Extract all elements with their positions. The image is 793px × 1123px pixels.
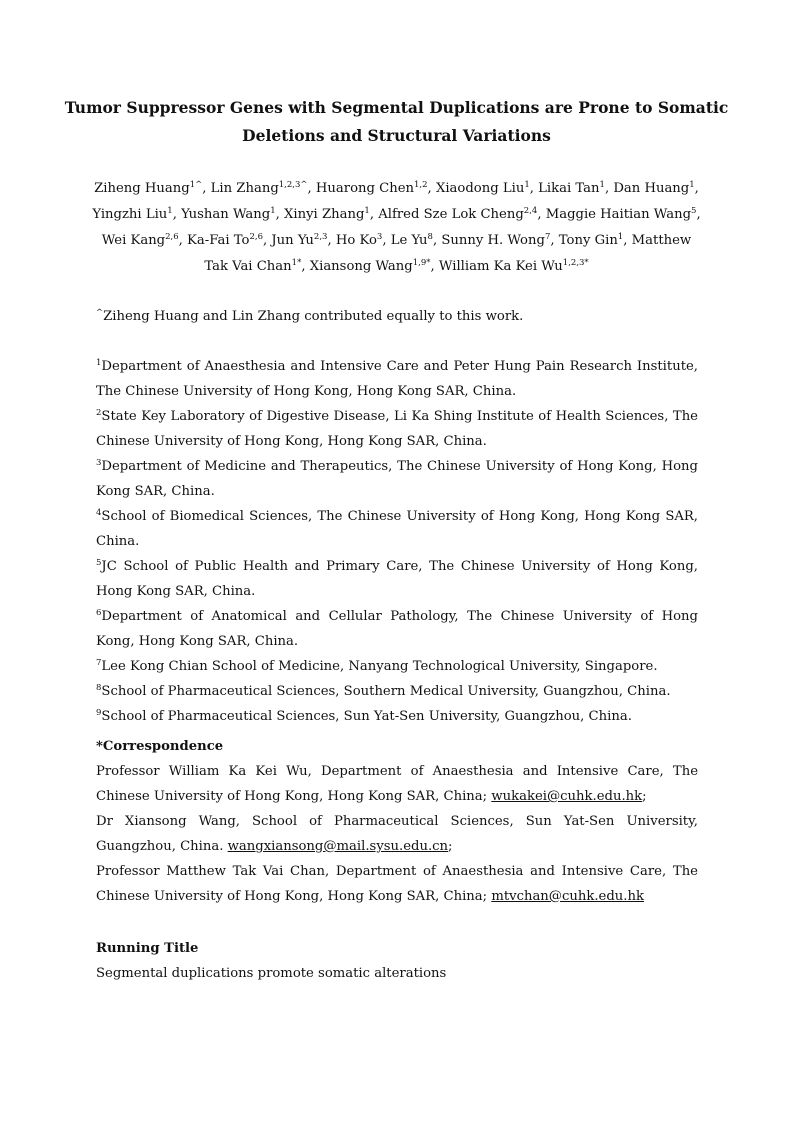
author: Dan Huang$^1$, [613, 180, 699, 196]
affiliation-item: $^2$State Key Laboratory of Digestive Disease, Li Ka Shing Institute of Health Sciences, The Chinese University of Hong Kong, Hong Kong SAR, China. [96, 408, 698, 449]
author-affiliation-mark: 1 [599, 180, 605, 190]
correspondence-entry: Dr Xiansong Wang, School of Pharmaceutical Sciences, Sun Yat-Sen University, Guangzhou, China. wangxiansong@mail.sysu.edu.cn; [96, 814, 698, 854]
author: Sunny H. Wong$^7$, [441, 232, 559, 248]
email-link[interactable]: wangxiansong@mail.sysu.edu.cn [227, 839, 449, 854]
running-title-text: Segmental duplications promote somatic alterations [96, 966, 447, 981]
equal-contribution-mark: ^ [96, 308, 104, 318]
affiliation-number: 4 [96, 508, 102, 518]
author: Matthew Tak Vai Chan$^{1*}$, [204, 233, 692, 274]
running-title-heading: Running Title [96, 941, 199, 956]
author-affiliation-mark: 1 [689, 180, 695, 190]
affiliation-item: $^1$Department of Anaesthesia and Intensive Care and Peter Hung Pain Research Institute, The Chinese University of Hong Kong, Hong Kong SAR, China. [96, 358, 698, 399]
author: Ziheng Huang$^{1\^{}}$, [94, 180, 211, 196]
affiliation-number: 9 [96, 708, 102, 718]
author: Alfred Sze Lok Cheng$^{2,4}$, [378, 206, 546, 222]
running-title-section [96, 936, 698, 986]
author: Jun Yu$^{2,3}$, [271, 232, 336, 248]
author-affiliation-mark: 1,2,3^ [278, 180, 308, 190]
author-affiliation-mark: 1,9* [412, 258, 431, 268]
email-link[interactable]: wukakei@cuhk.edu.hk [491, 789, 643, 804]
author: Xiaodong Liu$^1$, [435, 180, 539, 196]
author: Le Yu$^8$, [390, 232, 442, 248]
author: Likai Tan$^1$, [538, 180, 614, 196]
paper-title [60, 94, 733, 150]
author-affiliation-mark: 1* [291, 258, 302, 268]
author-affiliation-mark: 7 [544, 232, 551, 242]
author-affiliation-mark: 2,4 [523, 206, 538, 216]
author-affiliation-mark: 1 [524, 180, 530, 190]
affiliation-item: $^4$School of Biomedical Sciences, The Chinese University of Hong Kong, Hong Kong SAR, China. [96, 508, 698, 549]
affiliation-item: $^9$School of Pharmaceutical Sciences, Sun Yat-Sen University, Guangzhou, China. [96, 708, 632, 724]
author-affiliation-mark: 5 [691, 206, 697, 216]
author: Ka-Fai To$^{2,6}$, [187, 232, 272, 248]
affiliation-number: 7 [96, 658, 102, 668]
correspondence-entry: Professor William Ka Kei Wu, Department of Anaesthesia and Intensive Care, The Chinese University of Hong Kong, Hong Kong SAR, China; wukakei@cuhk.edu.hk; [96, 764, 698, 804]
affiliation-number: 2 [96, 408, 102, 418]
correspondence-entry: Professor Matthew Tak Vai Chan, Department of Anaesthesia and Intensive Care, The Chinese University of Hong Kong, Hong Kong SAR, China; mtvchan@cuhk.edu.hk [96, 864, 698, 904]
author-affiliation-mark: 2,6 [249, 232, 263, 242]
author-affiliation-mark: 1 [617, 232, 624, 242]
title-line-2: Deletions and Structural Variations [242, 126, 551, 145]
correspondence-heading: *Correspondence [96, 739, 224, 754]
author: Wei Kang$^{2,6}$, [101, 232, 188, 248]
author: Yingzhi Liu$^1$, [92, 206, 182, 222]
affiliation-number: 8 [96, 683, 102, 693]
author: Xinyi Zhang$^1$, [284, 206, 379, 222]
affiliation-number: 3 [96, 458, 102, 468]
author-affiliation-mark: 2,6 [165, 232, 179, 242]
affiliation-item: $^6$Department of Anatomical and Cellular Pathology, The Chinese University of Hong Kong, Hong Kong SAR, China. [96, 608, 698, 649]
affiliation-number: 1 [96, 358, 102, 368]
author: Huarong Chen$^{1,2}$, [315, 180, 436, 196]
author: Yushan Wang$^1$, [181, 206, 284, 222]
affiliation-number: 6 [96, 608, 102, 618]
correspondence-section [96, 734, 698, 909]
affiliation-number: 5 [96, 558, 102, 568]
author-affiliation-mark: 1,2,3* [562, 258, 589, 268]
author: Xiansong Wang$^{1,9*}$, [309, 258, 439, 274]
equal-contribution-text: Ziheng Huang and Lin Zhang contributed equally to this work. [103, 309, 524, 324]
author-affiliation-mark: 8 [427, 232, 433, 242]
author: Ho Ko$^3$, [335, 232, 391, 248]
author: Maggie Haitian Wang$^5$, [545, 206, 701, 222]
author-affiliation-mark: 1 [167, 206, 173, 216]
author-affiliation-mark: 1^ [189, 180, 203, 190]
author-affiliation-mark: 1 [364, 206, 370, 216]
affiliation-item: $^5$JC School of Public Health and Primary Care, The Chinese University of Hong Kong, Hong Kong SAR, China. [96, 558, 698, 599]
author-affiliation-mark: 2,3 [313, 232, 328, 242]
affiliation-item: $^3$Department of Medicine and Therapeutics, The Chinese University of Hong Kong, Hong Kong SAR, China. [96, 458, 698, 499]
author-affiliation-mark: 1 [270, 206, 276, 216]
title-line-1: Tumor Suppressor Genes with Segmental Duplications are Prone to Somatic [64, 98, 729, 117]
author-affiliation-mark: 1,2 [414, 180, 428, 190]
affiliation-list [96, 354, 698, 729]
author: Lin Zhang$^{1,2,3\^{}}$, [210, 180, 316, 196]
affiliation-item: $^8$School of Pharmaceutical Sciences, Southern Medical University, Guangzhou, China. [96, 683, 671, 699]
author-affiliation-mark: 3 [376, 232, 383, 242]
affiliation-item: $^7$Lee Kong Chian School of Medicine, Nanyang Technological University, Singapore. [96, 658, 658, 674]
email-link[interactable]: mtvchan@cuhk.edu.hk [491, 889, 644, 904]
equal-contribution-note [96, 304, 698, 329]
author: Tony Gin$^1$, [558, 232, 632, 248]
author-list [90, 176, 703, 280]
author: William Ka Kei $Wu^{1,2,3*}$ [438, 258, 589, 274]
